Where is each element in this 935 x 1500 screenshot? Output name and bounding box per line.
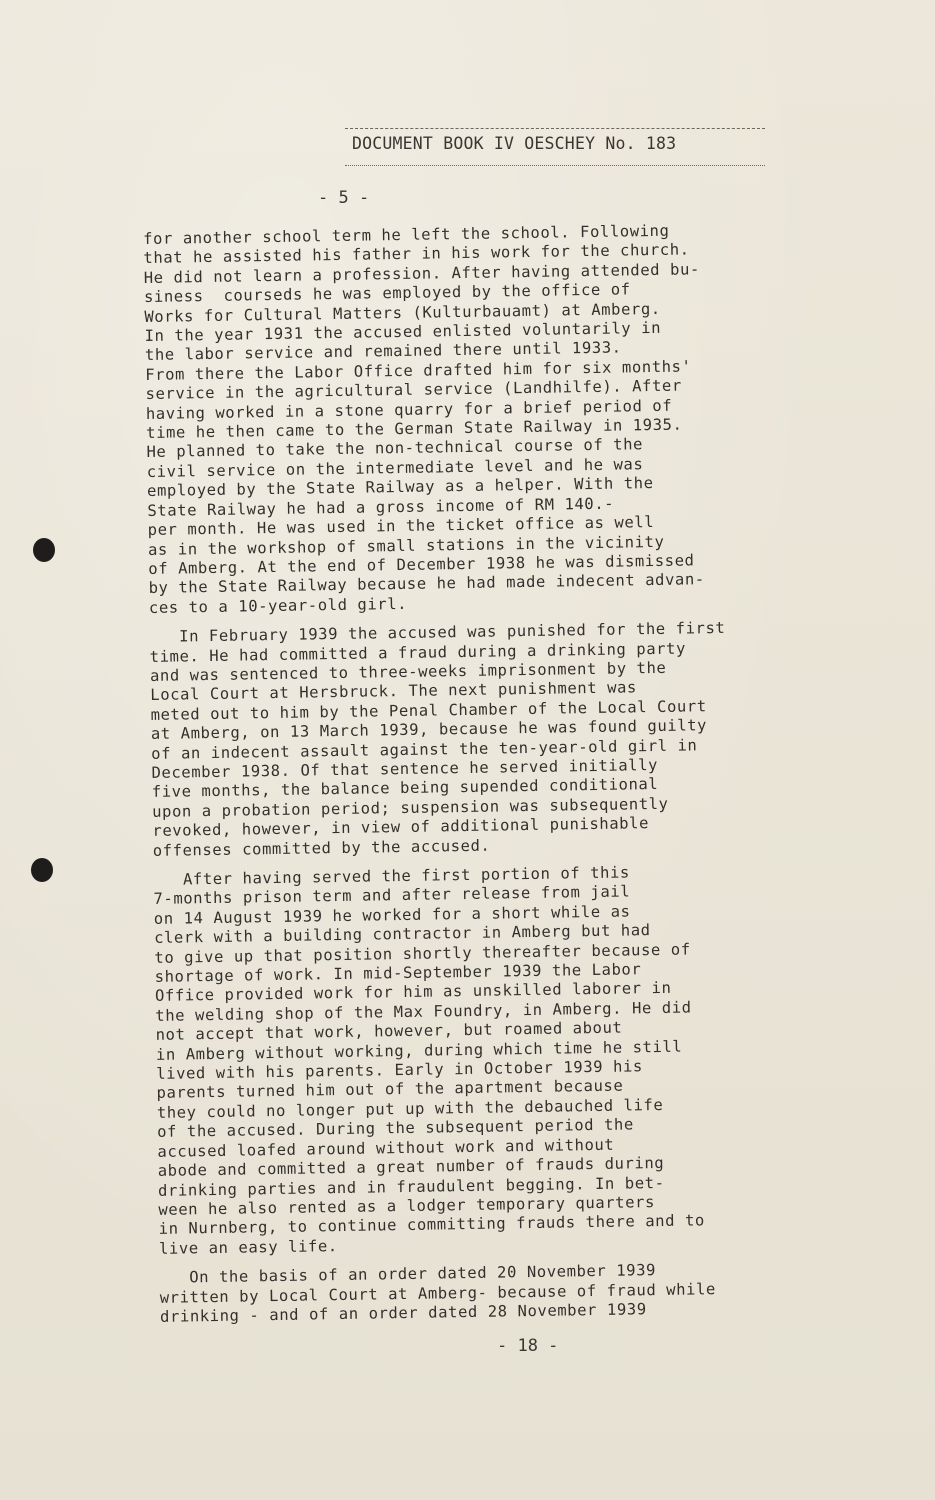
text-line: ween he also rented as a lodger temporary quarters [158, 1192, 656, 1219]
text-line: Office provided work for him as unskilled laborer in [154, 979, 672, 1006]
page-marker-top: - 5 - [318, 188, 370, 208]
text-line: five months, the balance being supended conditional [151, 775, 659, 802]
text-line: civil service on the intermediate level and he was [146, 455, 644, 481]
text-line: not accept that work, however, but roamed about [155, 1018, 623, 1045]
header-rule-top [345, 128, 765, 129]
text-line: written by Local Court at Amberg- because of fraud while [159, 1279, 717, 1307]
text-line: He planned to take the non-technical course of the [146, 435, 644, 462]
text-line: service in the agricultural service (Landhilfe). After [145, 376, 682, 404]
text-line: at Amberg, on 13 March 1939, because he was found guilty [150, 716, 708, 744]
document-header: DOCUMENT BOOK IV OESCHEY No. 183 [352, 134, 677, 153]
text-line: On the basis of an order dated 20 November 1939 [159, 1261, 657, 1287]
text-line: December 1938. Of that sentence he served initially [151, 755, 659, 782]
text-line: the welding shop of the Max Foundry, in Amberg. He did [155, 998, 692, 1025]
text-line: they could no longer put up with the debauched life [156, 1095, 664, 1122]
text-line: drinking - and of an order dated 28 November 1939 [159, 1300, 647, 1326]
text-line: by the State Railway because he had made indecent advan- [148, 570, 705, 598]
text-line: In February 1939 the accused was punished for the first [149, 619, 726, 647]
header-rule-bottom [345, 165, 765, 166]
text-line: live an easy life. [158, 1236, 338, 1258]
text-line: of an indecent assault against the ten-year-old girl in [151, 735, 698, 763]
text-line: to give up that position shortly thereafter because of [154, 940, 691, 967]
text-line: ces to a 10-year-old girl. [148, 594, 408, 617]
text-line: From there the Labor Office drafted him for six months' [145, 357, 692, 384]
text-line: upon a probation period; suspension was subsequently [151, 794, 669, 821]
punch-hole [33, 538, 55, 562]
text-line: having worked in a stone quarry for a brief period of [145, 396, 673, 423]
text-line: time. He had committed a fraud during a drinking party [149, 639, 687, 666]
text-line: 7-months prison term and after release from jail [153, 882, 631, 909]
text-line: In the year 1931 the accused enlisted voluntarily in [144, 318, 662, 346]
text-line: lived with his parents. Early in October 1939 his [156, 1057, 644, 1083]
text-line: that he assisted his father in his work for the church. [143, 240, 690, 268]
text-line: He did not learn a profession. After having attended bu- [143, 260, 701, 287]
text-line: for another school term he left the school. Following [143, 221, 670, 248]
text-line: drinking parties and in fraudulent begging. In bet- [157, 1173, 665, 1200]
text-line: as in the workshop of small stations in the vicinity [147, 532, 665, 559]
text-line: meted out to him by the Penal Chamber of the Local Court [150, 696, 707, 724]
paragraph [149, 617, 853, 861]
text-line: siness courseds he was employed by the office of [143, 280, 631, 307]
text-line: State Railway he had a gross income of RM 140.- [147, 494, 615, 520]
text-line: abode and committed a great number of frauds during [157, 1154, 665, 1180]
text-line: Works for Cultural Matters (Kulturbauamt) at Amberg. [144, 299, 661, 326]
page-marker-bottom: - 18 - [497, 1336, 559, 1356]
text-line: and was sentenced to three-weeks imprisonment by the [149, 658, 667, 685]
text-line: time he then came to the German State Railway in 1935. [146, 415, 683, 443]
text-line: the labor service and remained there until 1933. [144, 338, 622, 365]
text-line: clerk with a building contractor in Amberg but had [153, 921, 651, 948]
text-line: offenses committed by the accused. [152, 836, 491, 860]
paragraph [153, 860, 859, 1259]
punch-hole [31, 858, 53, 882]
text-line: revoked, however, in view of additional punishable [152, 814, 650, 841]
text-line: on 14 August 1939 he worked for a short while as [153, 902, 631, 928]
paragraph [143, 219, 849, 618]
document-body [143, 219, 860, 1327]
text-line: After having served the first portion of this [153, 863, 631, 889]
text-line: of Amberg. At the end of December 1938 he was dismissed [148, 551, 695, 578]
text-line: employed by the State Railway as a helper. With the [146, 474, 654, 501]
text-line: in Amberg without working, during which time he still [155, 1037, 683, 1064]
text-line: Local Court at Hersbruck. The next punishment was [150, 678, 638, 705]
text-line: in Nurnberg, to continue committing frauds there and to [158, 1211, 706, 1239]
text-line: per month. He was used in the ticket office as well [147, 513, 655, 540]
text-line: parents turned him out of the apartment because [156, 1077, 624, 1103]
paragraph [159, 1258, 860, 1327]
text-line: accused loafed around without work and without [157, 1135, 615, 1161]
text-line: shortage of work. In mid-September 1939 the Labor [154, 960, 642, 986]
text-line: of the accused. During the subsequent period the [157, 1115, 634, 1142]
